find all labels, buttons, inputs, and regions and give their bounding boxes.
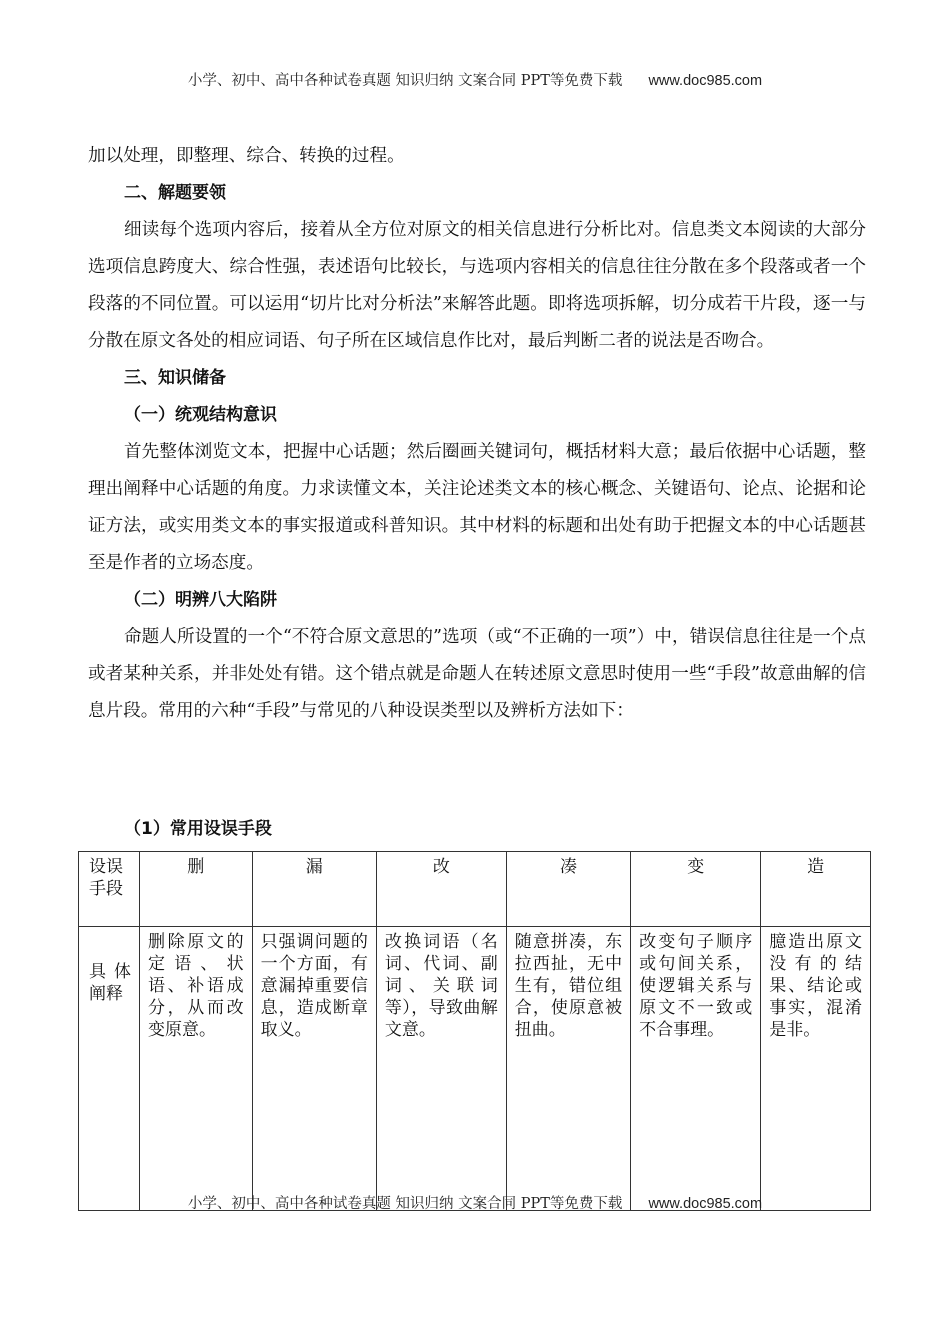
row-body-label: 具体阐释 bbox=[79, 927, 140, 1211]
desc-zao: 臆造出原文没有的结果、结论或事实，混淆是非。 bbox=[761, 927, 871, 1211]
desc-cou: 随意拼凑，东拉西扯，无中生有，错位组合，使原意被扭曲。 bbox=[506, 927, 630, 1211]
heading-tongguan: （一）统观结构意识 bbox=[124, 405, 277, 425]
col-cou: 凑 bbox=[506, 852, 630, 927]
heading-mingbian: （二）明辨八大陷阱 bbox=[124, 590, 277, 610]
desc-shan: 删除原文的定语、状语、补语成分，从而改变原意。 bbox=[140, 927, 253, 1211]
table-header-row bbox=[79, 852, 871, 927]
col-shan: 删 bbox=[140, 852, 253, 927]
table-body-row bbox=[79, 927, 871, 1211]
col-gai: 改 bbox=[376, 852, 506, 927]
heading-jieti: 二、解题要领 bbox=[124, 183, 226, 203]
desc-bian: 改变句子顺序或句间关系，使逻辑关系与原文不一致或不合事理。 bbox=[631, 927, 761, 1211]
desc-gai: 改换词语（名词、代词、副词、关联词等），导致曲解文意。 bbox=[376, 927, 506, 1211]
col-bian: 变 bbox=[631, 852, 761, 927]
footer-text: 小学、初中、高中各种试卷真题 知识归纳 文案合同 PPT等免费下载 bbox=[187, 1196, 623, 1212]
header-url[interactable]: www.doc985.com bbox=[648, 73, 763, 89]
footer-url[interactable]: www.doc985.com bbox=[648, 1196, 763, 1212]
page-header bbox=[0, 69, 950, 90]
paragraph-mingbian: 命题人所设置的一个“不符合原文意思的”选项（或“不正确的一项”）中，错误信息往往是一个点或者某种关系，并非处处有错。这个错点就是命题人在转述原文意思时使用一些“手段”故意曲解的信息片段。常用的六种“手段”与常见的八种设误类型以及辨析方法如下： bbox=[88, 627, 866, 721]
paragraph-intro: 加以处理，即整理、综合、转换的过程。 bbox=[88, 146, 405, 166]
paragraph-tongguan: 首先整体浏览文本，把握中心话题；然后圈画关键词句，概括材料大意；最后依据中心话题，整理出阐释中心话题的角度。力求读懂文本，关注论述类文本的核心概念、关键语句、论点、论据和论证方法，或实用类文本的事实报道或科普知识。其中材料的标题和出处有助于把握文本的中心话题甚至是作者的立场态度。 bbox=[88, 442, 866, 573]
col-lou: 漏 bbox=[252, 852, 376, 927]
col-zao: 造 bbox=[761, 852, 871, 927]
table-caption: （1）常用设误手段 bbox=[124, 819, 272, 839]
error-methods-table bbox=[78, 851, 871, 1211]
header-text: 小学、初中、高中各种试卷真题 知识归纳 文案合同 PPT等免费下载 bbox=[187, 73, 623, 89]
row-head-label: 设误手段 bbox=[79, 852, 140, 927]
paragraph-jieti: 细读每个选项内容后，接着从全方位对原文的相关信息进行分析比对。信息类文本阅读的大部分选项信息跨度大、综合性强，表述语句比较长，与选项内容相关的信息往往分散在多个段落或者一个段落的不同位置。可以运用“切片比对分析法”来解答此题。即将选项拆解，切分成若干片段，逐一与分散在原文各处的相应词语、句子所在区域信息作比对，最后判断二者的说法是否吻合。 bbox=[88, 220, 866, 351]
desc-lou: 只强调问题的一个方面，有意漏掉重要信息，造成断章取义。 bbox=[252, 927, 376, 1211]
document-body bbox=[88, 138, 866, 730]
heading-zhishi: 三、知识储备 bbox=[124, 368, 226, 388]
page-footer bbox=[0, 1192, 950, 1213]
